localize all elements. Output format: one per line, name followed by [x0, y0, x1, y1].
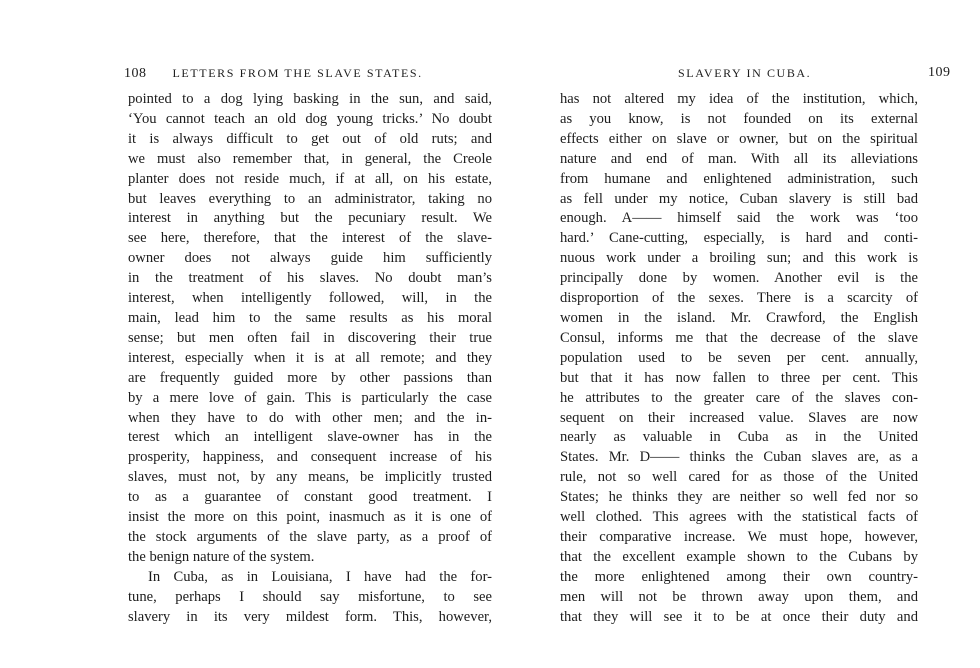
text-line: effects either on slave or owner, but on the spiritual: [560, 130, 918, 147]
text-line: interest in anything but the pecuniary result. We: [128, 210, 492, 227]
text-line: that they will see it to be at once their duty and: [560, 608, 918, 625]
text-line: prosperity, happiness, and consequent increase of his: [128, 449, 492, 466]
text-line: men will not be thrown away upon them, and: [560, 588, 918, 605]
text-line: to as a guarantee of constant good treatment. I: [128, 489, 492, 506]
text-line: principally done by women. Another evil is the: [560, 270, 918, 287]
text-line: has not altered my idea of the institution, which,: [560, 91, 918, 107]
text-line: as fell under my notice, Cuban slavery is still bad: [560, 190, 918, 207]
text-line: that the excellent example shown to the Cubans by: [560, 548, 918, 565]
text-line: by a mere love of gain. This is particularly the case: [128, 389, 492, 406]
text-line: but that it has now fallen to three per cent. This: [560, 369, 918, 386]
text-line: he attributes to the greater care of the slaves con-: [560, 389, 918, 406]
text-line: terest which an intelligent slave-owner has in the: [128, 429, 492, 446]
text-line: sense; but men often fail in discovering their true: [128, 329, 492, 346]
text-line: nearly as valuable in Cuba as in the United: [560, 429, 918, 446]
text-line: as you know, is not founded on its external: [560, 110, 918, 127]
left-page-header: [124, 62, 494, 84]
text-line: women in the island. Mr. Crawford, the English: [560, 309, 918, 326]
text-line: ‘You cannot teach an old dog young tricks.’ No doubt: [128, 110, 492, 127]
text-line: nuous work under a broiling sun; and this work is: [560, 250, 918, 267]
text-line: their comparative increase. We must hope, however,: [560, 528, 918, 545]
page-number: 109: [928, 65, 951, 80]
text-line: see here, therefore, that the interest of the slave-: [128, 230, 492, 247]
text-line: interest, especially when it is at all remote; and they: [128, 349, 492, 366]
text-line: hard.’ Cane-cutting, especially, is hard and conti-: [560, 230, 918, 247]
text-line: the more enlightened among their own country-: [560, 568, 918, 585]
text-line: disproportion of the sexes. There is a scarcity of: [560, 290, 918, 307]
text-line: Consul, informs me that the decrease of the slave: [560, 329, 918, 346]
text-line: tune, perhaps I should say misfortune, to see: [128, 588, 492, 605]
text-line: nature and end of man. With all its alleviations: [560, 150, 918, 167]
text-line: when they have to do with other men; and the in-: [128, 409, 492, 426]
page-number: 108: [124, 66, 147, 81]
right-page-body: [560, 90, 918, 627]
right-page: [490, 0, 980, 668]
text-line: slaves, must not, by any means, be implicitly trusted: [128, 469, 492, 486]
text-line: we must also remember that, in general, the Creole: [128, 150, 492, 167]
text-line: In Cuba, as in Louisiana, I have had the for-: [148, 568, 492, 585]
text-line: planter does not reside much, if at all, on his estate,: [128, 170, 492, 187]
text-line: insist the more on this point, inasmuch as it is one of: [128, 509, 492, 526]
left-page-body: [128, 90, 492, 627]
text-line: the stock arguments of the slave party, as a proof of: [128, 528, 492, 545]
right-page-header: [678, 62, 951, 84]
text-line: States; he thinks they are neither so well fed nor so: [560, 489, 918, 506]
running-head: LETTERS FROM THE SLAVE STATES.: [172, 66, 423, 80]
text-line: main, lead him to the same results as his moral: [128, 309, 492, 326]
text-line: pointed to a dog lying basking in the sun, and said,: [128, 91, 492, 107]
text-line: rule, not so well cared for as those of the United: [560, 469, 918, 486]
text-line: but leaves everything to an administrator, taking no: [128, 190, 492, 207]
text-line: owner does not always guide him sufficiently: [128, 250, 492, 267]
running-head: SLAVERY IN CUBA.: [678, 66, 812, 80]
text-line: in the treatment of his slaves. No doubt man’s: [128, 270, 492, 287]
text-line: interest, when intelligently followed, will, in the: [128, 290, 492, 307]
text-line: from humane and enlightened administration, such: [560, 170, 918, 187]
text-line: sequent on their increased value. Slaves are now: [560, 409, 918, 426]
text-line: are frequently guided more by other passions than: [128, 369, 492, 386]
text-line: the benign nature of the system.: [128, 548, 315, 565]
text-line: it is always difficult to get out of old ruts; and: [128, 130, 492, 147]
text-line: population used to be seven per cent. annually,: [560, 349, 918, 366]
text-line: States. Mr. D—— thinks the Cuban slaves are, as a: [560, 449, 918, 466]
text-line: enough. A—— himself said the work was ‘too: [560, 210, 918, 227]
text-line: slavery in its very mildest form. This, however,: [128, 608, 492, 625]
text-line: well clothed. This agrees with the statistical facts of: [560, 509, 918, 526]
